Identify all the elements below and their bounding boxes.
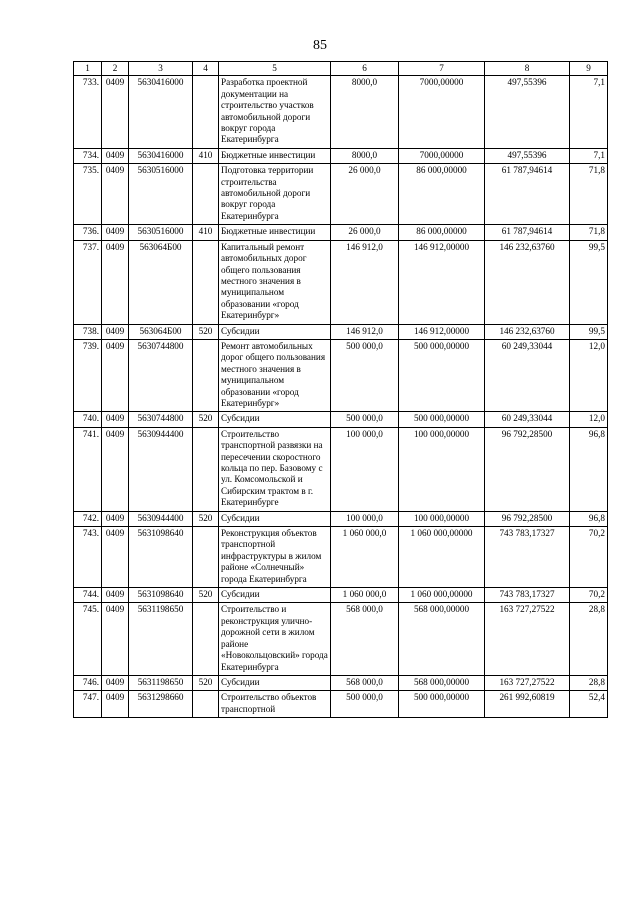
section-code-cell: 0409 [102,511,129,526]
target-code-cell: 5631198650 [129,603,193,675]
table-row [74,588,608,603]
section-code-cell: 0409 [102,588,129,603]
executed-amount-cell: 96 792,28500 [485,427,570,511]
revised-amount-cell: 500 000,00000 [399,412,485,427]
section-code-cell: 0409 [102,427,129,511]
expense-type-cell: 520 [193,324,219,339]
target-code-cell: 5630516000 [129,164,193,225]
expense-type-cell [193,527,219,588]
item-name-cell: Ремонт автомобильных дорог общего пользования местного значения в муниципальном образовании «город Екатеринбург» [219,339,331,411]
target-code-cell: 5631198650 [129,675,193,690]
approved-amount-cell: 8000,0 [331,148,399,163]
expense-type-cell [193,339,219,411]
item-name-cell: Бюджетные инвестиции [219,148,331,163]
expense-type-cell [193,691,219,718]
expense-type-cell: 520 [193,588,219,603]
execution-percent-cell: 71,8 [570,164,608,225]
execution-percent-cell: 7,1 [570,148,608,163]
executed-amount-cell: 163 727,27522 [485,603,570,675]
table-row [74,511,608,526]
executed-amount-cell: 497,55396 [485,76,570,148]
column-header: 1 [74,62,102,76]
row-number-cell: 744. [74,588,102,603]
revised-amount-cell: 568 000,00000 [399,603,485,675]
executed-amount-cell: 96 792,28500 [485,511,570,526]
table-row [74,412,608,427]
revised-amount-cell: 500 000,00000 [399,339,485,411]
table-row [74,164,608,225]
section-code-cell: 0409 [102,527,129,588]
revised-amount-cell: 7000,00000 [399,148,485,163]
execution-percent-cell: 12,0 [570,412,608,427]
approved-amount-cell: 100 000,0 [331,511,399,526]
approved-amount-cell: 146 912,0 [331,240,399,324]
column-number-row [74,62,608,76]
expense-type-cell [193,164,219,225]
table-row [74,691,608,718]
section-code-cell: 0409 [102,225,129,240]
page-number: 85 [313,38,327,53]
row-number-cell: 741. [74,427,102,511]
expense-type-cell: 520 [193,412,219,427]
revised-amount-cell: 1 060 000,00000 [399,588,485,603]
execution-percent-cell: 52,4 [570,691,608,718]
target-code-cell: 5630744800 [129,339,193,411]
budget-table [73,61,608,718]
target-code-cell: 5630944400 [129,511,193,526]
revised-amount-cell: 146 912,00000 [399,324,485,339]
executed-amount-cell: 60 249,33044 [485,339,570,411]
row-number-cell: 733. [74,76,102,148]
executed-amount-cell: 146 232,63760 [485,240,570,324]
approved-amount-cell: 568 000,0 [331,675,399,690]
expense-type-cell: 410 [193,225,219,240]
row-number-cell: 743. [74,527,102,588]
revised-amount-cell: 500 000,00000 [399,691,485,718]
target-code-cell: 5630944400 [129,427,193,511]
execution-percent-cell: 96,8 [570,511,608,526]
target-code-cell: 5631098640 [129,588,193,603]
execution-percent-cell: 70,2 [570,527,608,588]
item-name-cell: Строительство и реконструкция улично-дорожной сети в жилом районе «Новокольцовский» города Екатеринбурга [219,603,331,675]
execution-percent-cell: 12,0 [570,339,608,411]
item-name-cell: Субсидии [219,511,331,526]
revised-amount-cell: 7000,00000 [399,76,485,148]
revised-amount-cell: 1 060 000,00000 [399,527,485,588]
column-header: 3 [129,62,193,76]
approved-amount-cell: 1 060 000,0 [331,527,399,588]
column-header: 4 [193,62,219,76]
execution-percent-cell: 7,1 [570,76,608,148]
expense-type-cell [193,427,219,511]
table-row [74,527,608,588]
execution-percent-cell: 71,8 [570,225,608,240]
item-name-cell: Разработка проектной документации на строительство участков автомобильной дороги вокруг города Екатеринбурга [219,76,331,148]
executed-amount-cell: 61 787,94614 [485,225,570,240]
row-number-cell: 739. [74,339,102,411]
target-code-cell: 5631098640 [129,527,193,588]
executed-amount-cell: 497,55396 [485,148,570,163]
approved-amount-cell: 500 000,0 [331,339,399,411]
row-number-cell: 742. [74,511,102,526]
column-header: 7 [399,62,485,76]
executed-amount-cell: 163 727,27522 [485,675,570,690]
item-name-cell: Субсидии [219,675,331,690]
column-header: 2 [102,62,129,76]
executed-amount-cell: 743 783,17327 [485,588,570,603]
execution-percent-cell: 28,8 [570,675,608,690]
item-name-cell: Капитальный ремонт автомобильных дорог общего пользования местного значения в муниципальном образовании «город Екатеринбург» [219,240,331,324]
section-code-cell: 0409 [102,324,129,339]
executed-amount-cell: 60 249,33044 [485,412,570,427]
row-number-cell: 737. [74,240,102,324]
column-header: 5 [219,62,331,76]
execution-percent-cell: 99,5 [570,240,608,324]
approved-amount-cell: 8000,0 [331,76,399,148]
row-number-cell: 738. [74,324,102,339]
execution-percent-cell: 96,8 [570,427,608,511]
approved-amount-cell: 500 000,0 [331,412,399,427]
expense-type-cell [193,76,219,148]
section-code-cell: 0409 [102,76,129,148]
target-code-cell: 563064Б00 [129,240,193,324]
item-name-cell: Бюджетные инвестиции [219,225,331,240]
item-name-cell: Подготовка территории строительства автомобильной дороги вокруг города Екатеринбурга [219,164,331,225]
section-code-cell: 0409 [102,691,129,718]
expense-type-cell: 410 [193,148,219,163]
item-name-cell: Строительство объектов транспортной [219,691,331,718]
revised-amount-cell: 100 000,00000 [399,511,485,526]
table-row [74,339,608,411]
expense-type-cell: 520 [193,675,219,690]
execution-percent-cell: 99,5 [570,324,608,339]
section-code-cell: 0409 [102,164,129,225]
row-number-cell: 735. [74,164,102,225]
executed-amount-cell: 61 787,94614 [485,164,570,225]
revised-amount-cell: 100 000,00000 [399,427,485,511]
revised-amount-cell: 86 000,00000 [399,225,485,240]
column-header: 6 [331,62,399,76]
approved-amount-cell: 1 060 000,0 [331,588,399,603]
section-code-cell: 0409 [102,412,129,427]
column-header: 8 [485,62,570,76]
table-row [74,324,608,339]
execution-percent-cell: 70,2 [570,588,608,603]
row-number-cell: 746. [74,675,102,690]
executed-amount-cell: 261 992,60819 [485,691,570,718]
target-code-cell: 563064Б00 [129,324,193,339]
item-name-cell: Субсидии [219,324,331,339]
target-code-cell: 5630416000 [129,148,193,163]
table-row [74,225,608,240]
item-name-cell: Субсидии [219,412,331,427]
expense-type-cell [193,240,219,324]
section-code-cell: 0409 [102,148,129,163]
target-code-cell: 5630416000 [129,76,193,148]
item-name-cell: Реконструкция объектов транспортной инфраструктуры в жилом районе «Солнечный» города Екатеринбурга [219,527,331,588]
item-name-cell: Субсидии [219,588,331,603]
column-header: 9 [570,62,608,76]
item-name-cell: Строительство транспортной развязки на пересечении скоростного кольца по пер. Базовому с ул. Комсомольской и Сибирским трактом в г. Екатеринбурге [219,427,331,511]
target-code-cell: 5630744800 [129,412,193,427]
target-code-cell: 5630516000 [129,225,193,240]
table-row [74,675,608,690]
row-number-cell: 736. [74,225,102,240]
approved-amount-cell: 146 912,0 [331,324,399,339]
expense-type-cell: 520 [193,511,219,526]
table-row [74,240,608,324]
executed-amount-cell: 743 783,17327 [485,527,570,588]
section-code-cell: 0409 [102,240,129,324]
section-code-cell: 0409 [102,339,129,411]
approved-amount-cell: 568 000,0 [331,603,399,675]
row-number-cell: 745. [74,603,102,675]
section-code-cell: 0409 [102,603,129,675]
row-number-cell: 747. [74,691,102,718]
revised-amount-cell: 86 000,00000 [399,164,485,225]
table-row [74,427,608,511]
approved-amount-cell: 500 000,0 [331,691,399,718]
table-row [74,76,608,148]
revised-amount-cell: 146 912,00000 [399,240,485,324]
row-number-cell: 734. [74,148,102,163]
approved-amount-cell: 100 000,0 [331,427,399,511]
revised-amount-cell: 568 000,00000 [399,675,485,690]
approved-amount-cell: 26 000,0 [331,225,399,240]
table-row [74,148,608,163]
table-row [74,603,608,675]
row-number-cell: 740. [74,412,102,427]
target-code-cell: 5631298660 [129,691,193,718]
section-code-cell: 0409 [102,675,129,690]
executed-amount-cell: 146 232,63760 [485,324,570,339]
approved-amount-cell: 26 000,0 [331,164,399,225]
expense-type-cell [193,603,219,675]
execution-percent-cell: 28,8 [570,603,608,675]
